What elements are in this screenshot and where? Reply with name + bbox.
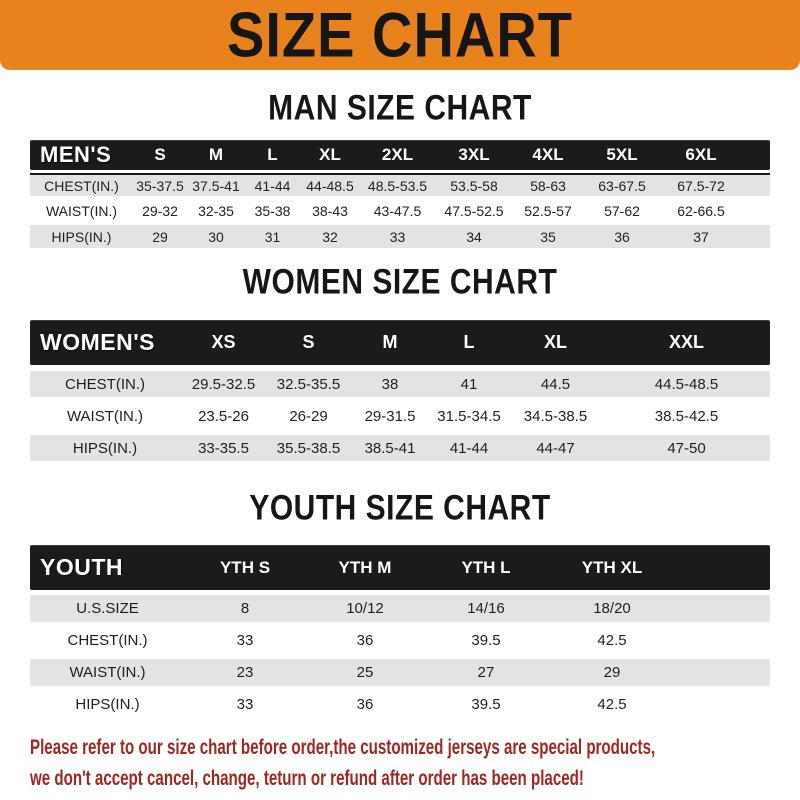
- measurement-value: 44-48.5: [306, 177, 354, 194]
- size-column-header: 3XL: [458, 145, 490, 164]
- youth-size-table: [30, 545, 770, 718]
- measurement-value: 35-38: [254, 202, 291, 219]
- measurement-value: 38-43: [312, 202, 348, 219]
- measurement-value: 57-62: [604, 202, 640, 219]
- table-group-label: WOMEN'S: [40, 329, 156, 355]
- size-column-header: YTH M: [338, 557, 392, 577]
- size-column-header: XXL: [668, 332, 704, 352]
- measurement-value: 44-47: [536, 439, 575, 457]
- table-group-label: MEN'S: [40, 142, 112, 167]
- measurement-value: 25: [356, 664, 374, 681]
- measurement-row: [30, 659, 770, 686]
- size-column-header: XL: [319, 145, 341, 164]
- disclaimer-line-1: Please refer to our size chart before order,the customized jerseys are special products,: [30, 736, 656, 759]
- measurement-value: 30: [208, 228, 224, 245]
- table-header-row: [30, 140, 770, 170]
- measurement-label: WAIST(IN.): [66, 407, 144, 425]
- measurement-label: CHEST(IN.): [67, 632, 148, 649]
- measurement-value: 18/20: [593, 600, 631, 617]
- measurement-value: 44.5-48.5: [654, 375, 719, 393]
- women-section-title: [0, 262, 800, 302]
- man-section-title-text: MAN SIZE CHART: [268, 88, 532, 128]
- measurement-value: 29: [152, 228, 168, 245]
- mens-size-table: [30, 140, 770, 248]
- measurement-value: 62-66.5: [677, 202, 725, 219]
- measurement-value: 38.5-42.5: [654, 407, 719, 425]
- size-column-header: XL: [543, 332, 567, 352]
- size-column-header: L: [267, 145, 278, 164]
- size-column-header: 2XL: [381, 145, 414, 164]
- measurement-value: 31.5-34.5: [437, 407, 501, 425]
- size-column-header: S: [154, 145, 166, 164]
- measurement-value: 29-31.5: [364, 407, 416, 425]
- measurement-value: 47.5-52.5: [444, 202, 504, 219]
- banner-title: SIZE CHART: [227, 0, 573, 70]
- measurement-value: 67.5-72: [677, 177, 725, 194]
- measurement-value: 26-29: [289, 407, 328, 425]
- measurement-row: [30, 199, 770, 222]
- measurement-value: 35-37.5: [136, 177, 184, 194]
- measurement-label: U.S.SIZE: [76, 600, 139, 617]
- size-column-header: XS: [211, 332, 236, 352]
- measurement-row: [30, 435, 770, 461]
- measurement-value: 34.5-38.5: [523, 407, 588, 425]
- measurement-row: [30, 225, 770, 248]
- measurement-value: 58-63: [530, 177, 566, 194]
- table-header-row: [30, 320, 770, 365]
- measurement-value: 41-44: [449, 439, 489, 457]
- measurement-value: 23.5-26: [198, 407, 249, 425]
- size-column-header: 5XL: [606, 145, 638, 164]
- measurement-value: 32: [322, 228, 338, 245]
- measurement-row: [30, 627, 770, 654]
- measurement-value: 37.5-41: [192, 177, 240, 194]
- size-column-header: M: [382, 332, 398, 352]
- measurement-value: 36: [614, 228, 630, 245]
- size-chart-banner: [0, 0, 800, 70]
- measurement-value: 42.5: [597, 632, 627, 649]
- measurement-value: 35.5-38.5: [276, 439, 341, 457]
- measurement-value: 34: [466, 228, 482, 245]
- measurement-value: 47-50: [667, 439, 706, 457]
- measurement-value: 33: [236, 696, 254, 713]
- measurement-value: 29-32: [142, 202, 178, 219]
- youth-section-title: [0, 488, 800, 528]
- measurement-label: CHEST(IN.): [44, 177, 119, 194]
- measurement-row: [30, 403, 770, 429]
- measurement-value: 52.5-57: [524, 202, 572, 219]
- measurement-value: 8: [240, 600, 250, 617]
- measurement-label: HIPS(IN.): [75, 696, 140, 713]
- measurement-row: [30, 691, 770, 718]
- disclaimer-line-2: we don't accept cancel, change, teturn or refund after order has been placed!: [30, 767, 584, 790]
- measurement-label: HIPS(IN.): [72, 439, 138, 457]
- size-column-header: YTH XL: [581, 557, 643, 577]
- measurement-value: 39.5: [471, 632, 501, 649]
- measurement-value: 38: [381, 375, 399, 393]
- measurement-row: [30, 595, 770, 622]
- table-header-row: [30, 545, 770, 590]
- size-column-header: 4XL: [532, 145, 564, 164]
- measurement-value: 35: [540, 228, 556, 245]
- size-column-header: S: [302, 332, 315, 352]
- measurement-row: [30, 173, 770, 196]
- measurement-label: WAIST(IN.): [45, 202, 118, 219]
- measurement-value: 42.5: [597, 696, 627, 713]
- size-column-header: YTH L: [461, 557, 511, 577]
- size-column-header: L: [463, 332, 475, 352]
- measurement-label: WAIST(IN.): [69, 664, 146, 681]
- measurement-value: 48.5-53.5: [367, 177, 428, 194]
- measurement-value: 43-47.5: [373, 202, 422, 219]
- measurement-value: 23: [236, 664, 254, 681]
- measurement-value: 33: [389, 228, 406, 245]
- measurement-value: 63-67.5: [598, 177, 646, 194]
- measurement-value: 33-35.5: [198, 439, 249, 457]
- measurement-value: 27: [477, 664, 495, 681]
- size-column-header: YTH S: [219, 557, 271, 577]
- measurement-value: 14/16: [467, 600, 505, 617]
- man-section-title: [0, 88, 800, 128]
- measurement-row: [30, 371, 770, 397]
- measurement-value: 44.5: [540, 375, 571, 393]
- measurement-value: 37: [693, 228, 709, 245]
- measurement-value: 33: [236, 632, 254, 649]
- measurement-value: 53.5-58: [450, 177, 498, 194]
- disclaimer-text: [30, 732, 798, 794]
- youth-section-title-text: YOUTH SIZE CHART: [249, 488, 551, 528]
- women-section-title-text: WOMEN SIZE CHART: [242, 262, 558, 302]
- measurement-value: 39.5: [471, 696, 501, 713]
- measurement-value: 36: [356, 696, 374, 713]
- measurement-value: 36: [356, 632, 374, 649]
- measurement-value: 32-35: [198, 202, 234, 219]
- size-column-header: M: [208, 145, 224, 164]
- measurement-value: 41-44: [254, 177, 291, 194]
- measurement-value: 41: [460, 375, 478, 393]
- measurement-label: HIPS(IN.): [51, 228, 112, 245]
- measurement-value: 29: [603, 664, 621, 681]
- table-group-label: YOUTH: [40, 554, 123, 580]
- measurement-label: CHEST(IN.): [65, 375, 145, 393]
- size-column-header: 6XL: [685, 145, 717, 164]
- measurement-value: 31: [264, 228, 281, 245]
- womens-size-table: [30, 320, 770, 461]
- measurement-value: 32.5-35.5: [276, 375, 341, 393]
- measurement-value: 10/12: [346, 600, 384, 617]
- measurement-value: 38.5-41: [364, 439, 416, 457]
- measurement-value: 29.5-32.5: [191, 375, 256, 393]
